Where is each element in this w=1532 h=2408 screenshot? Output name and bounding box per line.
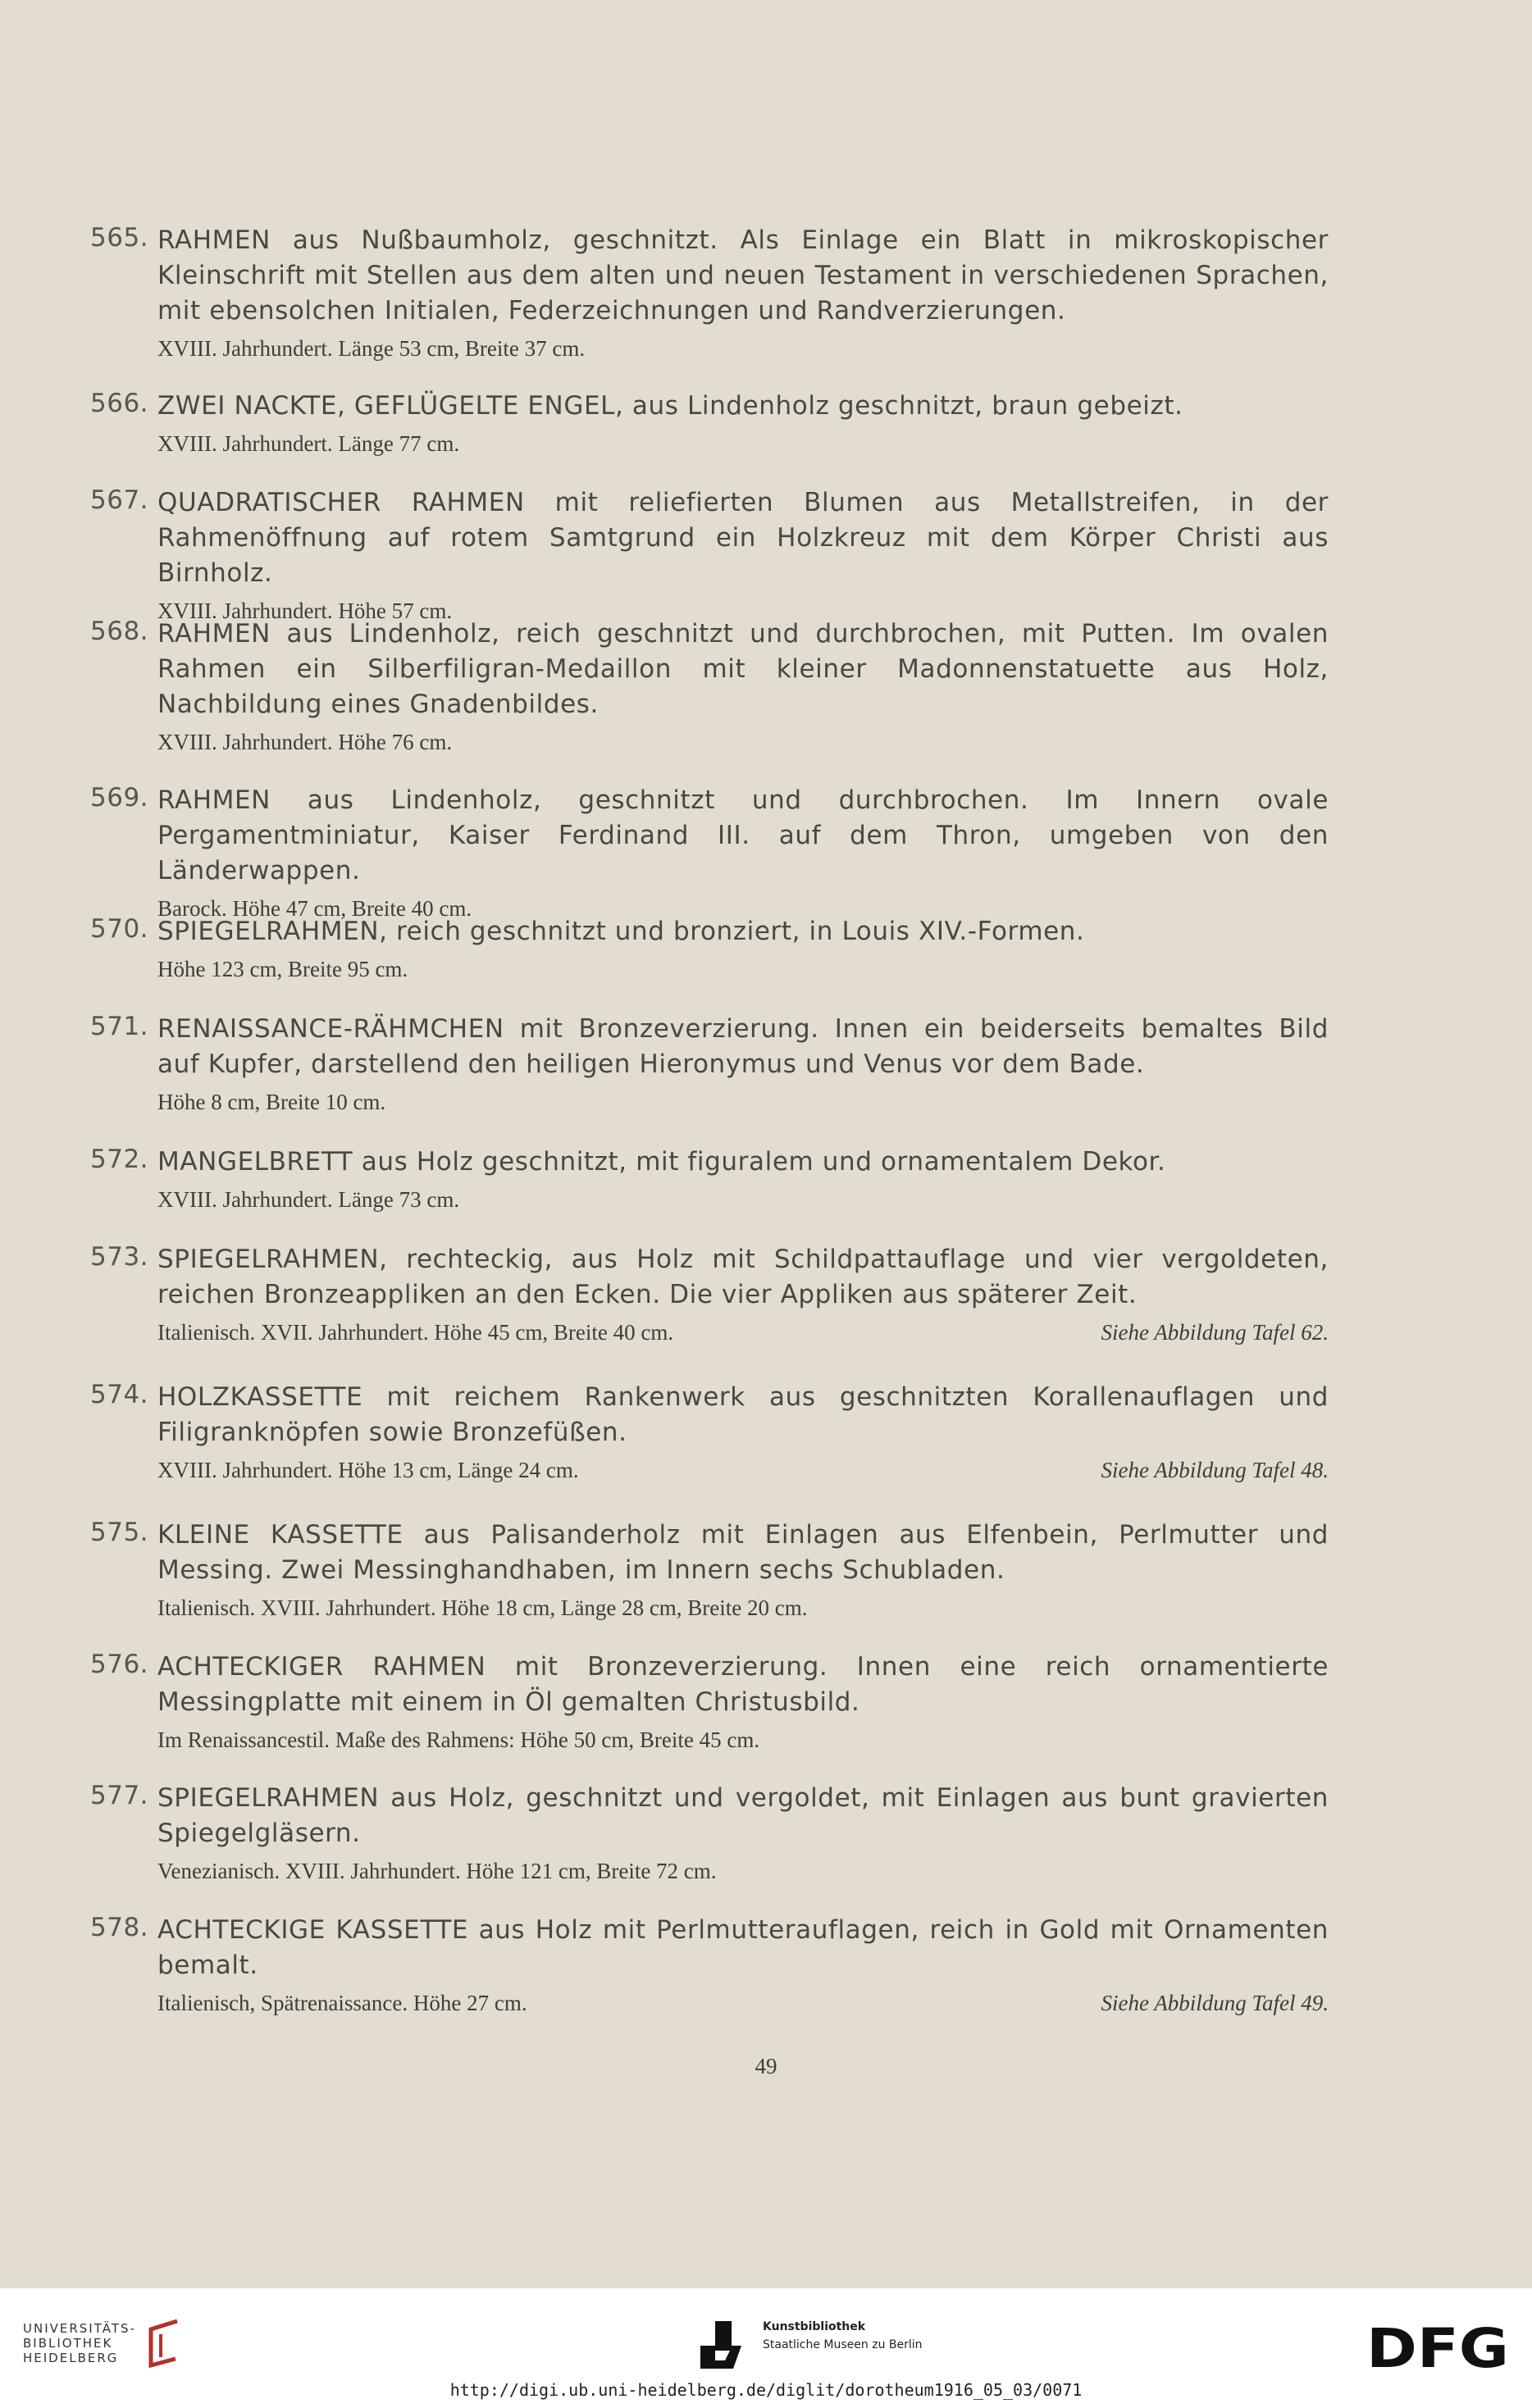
- catalog-entry: [90, 389, 1329, 460]
- entry-meta: [157, 1183, 1329, 1216]
- entry-meta: [157, 1855, 1329, 1887]
- entry-description: ZWEI NACKTE, GEFLÜGELTE ENGEL, aus Lindenholz geschnitzt, braun gebeizt.: [157, 391, 1183, 421]
- ub-line: BIBLIOTHEK: [23, 2336, 113, 2351]
- entry-meta-text: Venezianisch. XVIII. Jahrhundert. Höhe 121 cm, Breite 72 cm.: [157, 1859, 717, 1883]
- catalog-entry: [90, 1012, 1329, 1118]
- plate-reference: Siehe Abbildung Tafel 49.: [1101, 1991, 1329, 2015]
- entry-description: MANGELBRETT aus Holz geschnitzt, mit figuralem und ornamentalem Dekor.: [157, 1147, 1166, 1177]
- entry-number: 570.: [90, 914, 149, 944]
- catalog-entry: [90, 1242, 1329, 1349]
- entry-meta-text: Höhe 123 cm, Breite 95 cm.: [157, 957, 408, 981]
- plate-reference: Siehe Abbildung Tafel 62.: [1101, 1320, 1329, 1345]
- entry-meta: [157, 726, 1329, 758]
- entry-number: 577.: [90, 1781, 149, 1810]
- entry-description: KLEINE KASSETTE aus Palisanderholz mit Einlagen aus Elfenbein, Perlmutter und Messing. Zwei Messinghandhaben, im Innern sechs Schubladen.: [157, 1520, 1329, 1585]
- entry-number: 572.: [90, 1145, 149, 1174]
- entry-meta: [157, 427, 1329, 460]
- catalog-entry: [90, 1380, 1329, 1486]
- entry-number: 578.: [90, 1913, 149, 1942]
- entry-number: 569.: [90, 783, 149, 813]
- page-number: 49: [755, 2054, 777, 2078]
- catalog-entry: [90, 617, 1329, 758]
- entry-meta-text: Im Renaissancestil. Maße des Rahmens: Höhe 50 cm, Breite 45 cm.: [157, 1727, 760, 1752]
- entry-description: RENAISSANCE-RÄHMCHEN mit Bronzeverzierung. Innen ein beiderseits bemaltes Bild auf Kupfer, darstellend den heiligen Hieronymus und Venus vor dem Bade.: [157, 1014, 1329, 1079]
- entry-number: 573.: [90, 1242, 149, 1272]
- catalog-entry: [90, 914, 1329, 986]
- entry-description: RAHMEN aus Lindenholz, reich geschnitzt und durchbrochen, mit Putten. Im ovalen Rahmen ein Silberfiligran-Medaillon mit kleiner Madonnenstatuette aus Holz, Nachbildung eines Gnadenbildes.: [157, 619, 1329, 719]
- entry-meta-text: XVIII. Jahrhundert. Höhe 76 cm.: [157, 730, 453, 754]
- entry-number: 568.: [90, 617, 149, 646]
- catalog-entry: [90, 1781, 1329, 1887]
- ub-line: UNIVERSITÄTS-: [23, 2321, 136, 2336]
- entry-meta: [157, 1987, 1329, 2019]
- entry-number: 574.: [90, 1380, 149, 1409]
- catalog-entry: [90, 1518, 1329, 1624]
- entry-meta-text: Höhe 8 cm, Breite 10 cm.: [157, 1090, 386, 1114]
- entry-meta-text: Italienisch, Spätrenaissance. Höhe 27 cm.: [157, 1991, 527, 2015]
- entry-meta-text: Italienisch. XVIII. Jahrhundert. Höhe 18 cm, Länge 28 cm, Breite 20 cm.: [157, 1595, 808, 1620]
- entry-meta: [157, 332, 1329, 365]
- entry-description: SPIEGELRAHMEN aus Holz, geschnitzt und vergoldet, mit Einlagen aus bunt gravierten Spiegelgläsern.: [157, 1783, 1329, 1848]
- entry-meta-text: Italienisch. XVII. Jahrhundert. Höhe 45 cm, Breite 40 cm.: [157, 1320, 674, 1345]
- entry-meta: [157, 953, 1329, 986]
- ub-line: HEIDELBERG: [23, 2351, 119, 2365]
- entry-number: 566.: [90, 389, 149, 418]
- kunstbibliothek-icon: [700, 2318, 751, 2369]
- entry-meta: [157, 1723, 1329, 1756]
- entry-number: 567.: [90, 485, 149, 515]
- entry-description: ACHTECKIGE KASSETTE aus Holz mit Perlmutterauflagen, reich in Gold mit Ornamenten bemalt.: [157, 1915, 1329, 1980]
- ub-heidelberg-logo-text[interactable]: [23, 2321, 136, 2365]
- plate-reference: Siehe Abbildung Tafel 48.: [1101, 1458, 1329, 1482]
- dfg-logo[interactable]: [1366, 2323, 1511, 2372]
- entry-description: HOLZKASSETTE mit reichem Rankenwerk aus geschnitzten Korallenauflagen und Filigranknöpfen sowie Bronzefüßen.: [157, 1382, 1329, 1447]
- entry-description: QUADRATISCHER RAHMEN mit reliefierten Blumen aus Metallstreifen, in der Rahmenöffnung auf rotem Samtgrund ein Holzkreuz mit dem Körper Christi aus Birnholz.: [157, 488, 1329, 588]
- entry-meta-text: XVIII. Jahrhundert. Länge 77 cm.: [157, 431, 460, 456]
- kb-subtitle: Staatliche Museen zu Berlin: [763, 2338, 923, 2351]
- catalog-entry: [90, 1145, 1329, 1216]
- entry-meta: [157, 1086, 1329, 1118]
- catalog-entry: [90, 485, 1329, 627]
- entry-number: 565.: [90, 223, 149, 253]
- entry-meta-text: Barock. Höhe 47 cm, Breite 40 cm.: [157, 896, 472, 921]
- entry-description: ACHTECKIGER RAHMEN mit Bronzeverzierung. Innen eine reich ornamentierte Messingplatte mit einem in Öl gemalten Christusbild.: [157, 1652, 1329, 1717]
- dfg-logo-text: DFG: [1366, 2323, 1509, 2372]
- catalog-entry: [90, 783, 1329, 925]
- entry-meta: [157, 1454, 1329, 1486]
- entry-meta-text: XVIII. Jahrhundert. Höhe 13 cm, Länge 24 cm.: [157, 1458, 579, 1482]
- kb-title: Kunstbibliothek: [763, 2320, 866, 2333]
- entry-description: RAHMEN aus Nußbaumholz, geschnitzt. Als Einlage ein Blatt in mikroskopischer Kleinschrift mit Stellen aus dem alten und neuen Testament in verschiedenen Sprachen, mit ebensolchen Initialen, Federzeichnungen und Randverzierungen.: [157, 225, 1329, 325]
- permalink[interactable]: http://digi.ub.uni-heidelberg.de/diglit/dorotheum1916_05_03/0071: [449, 2380, 1083, 2400]
- entry-description: RAHMEN aus Lindenholz, geschnitzt und durchbrochen. Im Innern ovale Pergamentminiatur, Kaiser Ferdinand III. auf dem Thron, umgeben von den Länderwappen.: [157, 785, 1329, 885]
- entry-number: 571.: [90, 1012, 149, 1041]
- catalog-entry: [90, 223, 1329, 365]
- entry-description: SPIEGELRAHMEN, rechteckig, aus Holz mit Schildpattauflage und vier vergoldeten, reichen Bronzeappliken an den Ecken. Die vier Appliken aus späterer Zeit.: [157, 1245, 1329, 1309]
- entry-meta: [157, 1316, 1329, 1349]
- catalog-entry: [90, 1913, 1329, 2019]
- ub-heidelberg-icon: [138, 2316, 187, 2370]
- entry-number: 575.: [90, 1518, 149, 1547]
- digitization-footer: [0, 2287, 1532, 2408]
- entry-meta-text: XVIII. Jahrhundert. Länge 53 cm, Breite 37 cm.: [157, 336, 586, 361]
- entry-number: 576.: [90, 1650, 149, 1679]
- kunstbibliothek-text[interactable]: [763, 2318, 923, 2354]
- catalog-entry: [90, 1650, 1329, 1756]
- entry-meta-text: XVIII. Jahrhundert. Länge 73 cm.: [157, 1187, 460, 1212]
- entry-meta: [157, 1591, 1329, 1624]
- entry-meta-text: XVIII. Jahrhundert. Höhe 57 cm.: [157, 599, 453, 623]
- entry-description: SPIEGELRAHMEN, reich geschnitzt und bronziert, in Louis XIV.-Formen.: [157, 917, 1085, 946]
